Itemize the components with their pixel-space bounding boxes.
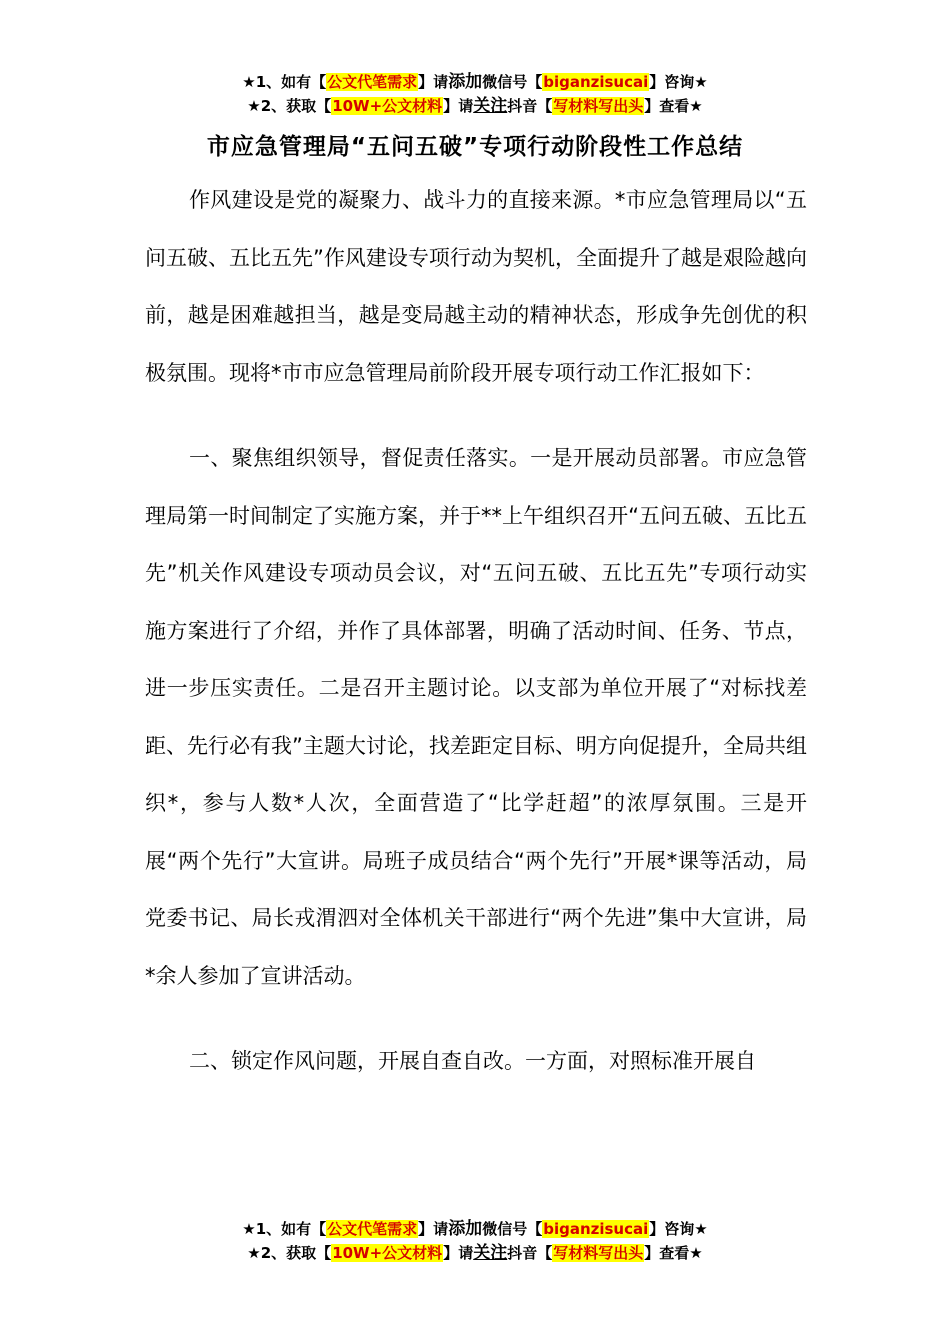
- footer-banner: [0, 1217, 950, 1265]
- highlight-service: 公文代笔需求: [327, 1220, 418, 1238]
- document-body: [145, 172, 807, 1119]
- paragraph-section-2: 二、锁定作风问题，开展自查自改。一方面，对照标准开展自: [189, 1049, 756, 1073]
- highlight-wechat-id: biganzisucai: [543, 1220, 649, 1238]
- header-banner: [0, 70, 950, 118]
- highlight-materials: 10W+公文材料: [332, 97, 443, 115]
- banner-line-2: ★2、获取【10W+公文材料】请关注抖音【写材料写出头】查看★: [247, 96, 703, 116]
- highlight-service: 公文代笔需求: [327, 73, 418, 91]
- star-icon: ★: [242, 1220, 256, 1238]
- banner-line-1: ★1、如有【公文代笔需求】请添加微信号【biganzisucai】咨询★: [242, 72, 708, 92]
- highlight-douyin: 写材料写出头: [553, 1244, 644, 1262]
- star-icon: ★: [247, 97, 261, 115]
- star-icon: ★: [247, 1244, 261, 1262]
- banner-line-1: ★1、如有【公文代笔需求】请添加微信号【biganzisucai】咨询★: [242, 1219, 708, 1239]
- star-icon: ★: [242, 73, 256, 91]
- paragraph-section-1: 一、聚焦组织领导，督促责任落实。一是开展动员部署。市应急管理局第一时间制定了实施方案，并于**上午组织召开“五问五破、五比五先”机关作风建设专项动员会议，对“五问五破、五比五先”专项行动实施方案进行了介绍，并作了具体部署，明确了活动时间、任务、节点，进一步压实责任。二是召开主题讨论。以支部为单位开展了“对标找差距、先行必有我”主题大讨论，找差距定目标、明方向促提升，全局共组织*，参与人数*人次，全面营造了“比学赶超”的浓厚氛围。三是开展“两个先行”大宣讲。局班子成员结合“两个先行”开展*课等活动，局党委书记、局长戎渭泗对全体机关干部进行“两个先进”集中大宣讲，局*余人参加了宣讲活动。: [145, 446, 807, 988]
- highlight-wechat-id: biganzisucai: [543, 73, 649, 91]
- highlight-douyin: 写材料写出头: [553, 97, 644, 115]
- paragraph-intro: 作风建设是党的凝聚力、战斗力的直接来源。*市应急管理局以“五问五破、五比五先”作风建设专项行动为契机，全面提升了越是艰险越向前，越是困难越担当，越是变局越主动的精神状态，形成争先创优的积极氛围。现将*市市应急管理局前阶段开展专项行动工作汇报如下：: [145, 188, 807, 385]
- banner-line-2: ★2、获取【10W+公文材料】请关注抖音【写材料写出头】查看★: [247, 1243, 703, 1263]
- document-title: 市应急管理局“五问五破”专项行动阶段性工作总结: [206, 134, 744, 160]
- highlight-materials: 10W+公文材料: [332, 1244, 443, 1262]
